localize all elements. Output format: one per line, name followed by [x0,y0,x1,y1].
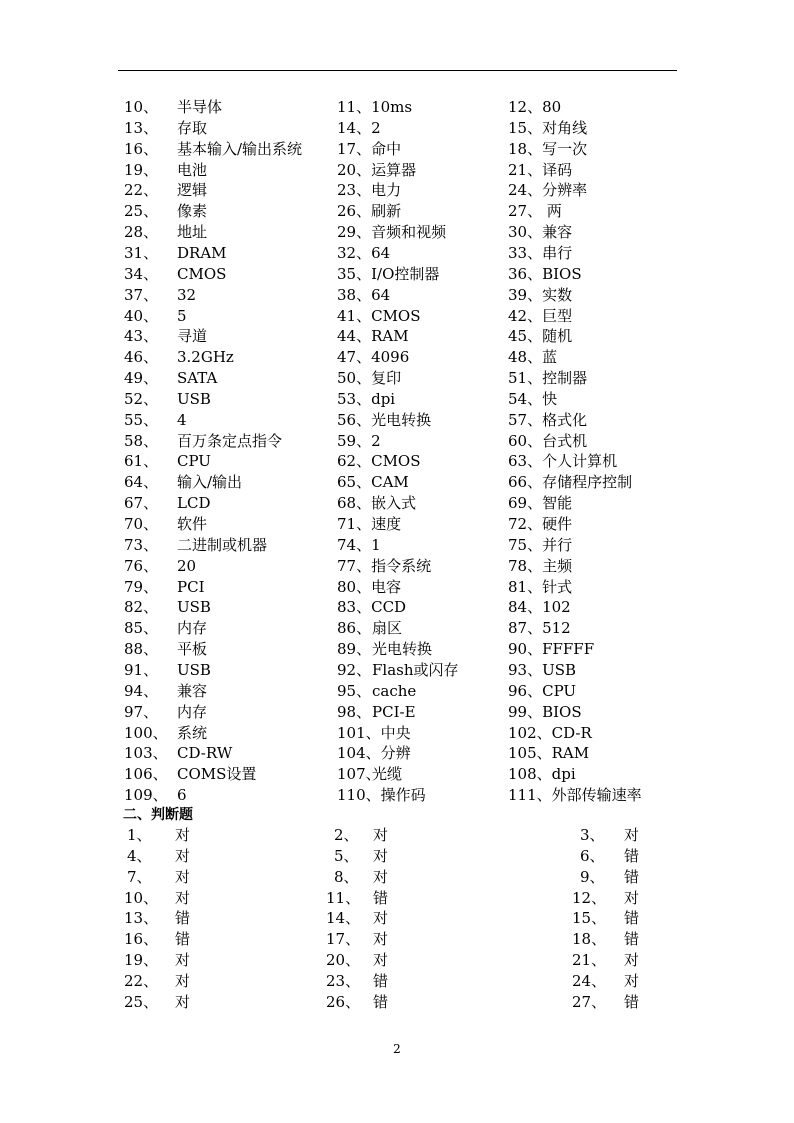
header-rule [118,70,677,71]
answer-cell: CMOS [177,264,227,283]
answer-row [0,681,794,702]
answer-row [0,306,794,327]
judgement-answer: 错 [624,992,640,1011]
answer-cell: PCI-E [372,702,416,721]
question-number: 27、 [572,992,607,1011]
answer-cell: 81、针式 [508,577,573,596]
judgement-answer: 对 [175,888,191,907]
answer-cell: 26、刷新 [337,202,402,221]
answer-cell: 102、CD-R [508,723,592,742]
question-number: 22、 [124,971,159,990]
answer-row [0,160,794,181]
answer-row [0,743,794,764]
answer-row [0,597,794,618]
answer-row [0,201,794,222]
judgement-answer: 错 [373,888,389,907]
answer-cell: 36、BIOS [508,264,582,283]
answer-row [0,514,794,535]
answer-cell: USB [177,598,211,617]
question-number: 6、 [580,846,605,865]
judgement-answer: 对 [175,971,191,990]
answer-cell: 半导体 [177,98,223,116]
answer-cell: 3.2GHz [177,348,234,367]
answer-cell: CPU [177,452,211,471]
answer-cell: 72、硬件 [508,515,573,533]
judgement-row [0,992,794,1013]
judgement-row [0,908,794,929]
answer-cell: 46、 [124,348,159,367]
answer-cell: LCD [177,494,211,513]
answer-cell: 88、 [124,640,159,659]
answer-cell: 111、外部传输速率 [508,786,642,805]
answer-cell: 像素 [177,202,208,221]
answer-cell: 4 [177,410,187,429]
answer-cell: DRAM [177,243,227,262]
answer-cell: 91、 [124,660,159,679]
answer-cell: 76、 [124,556,159,575]
answer-cell: 逻辑 [177,181,208,200]
answer-cell: 21、译码 [508,160,573,179]
answer-cell: 99、BIOS [508,702,582,721]
answer-cell: 系统 [177,723,208,742]
question-number: 23、 [326,971,361,990]
answer-row [0,556,794,577]
answer-cell: 77、指令系统 [337,556,432,575]
answer-cell: 输入/输出 [177,473,243,492]
answer-cell: 65、CAM [337,473,409,492]
answer-cell: 14、2 [337,118,381,137]
judgement-answer: 对 [175,846,191,865]
answer-cell: 41、CMOS [337,306,421,325]
judgement-answer: 对 [175,867,191,886]
answer-row [0,702,794,723]
answer-cell: 56、光电转换 [337,410,432,429]
answer-cell: 79、 [124,577,159,596]
judgement-answer: 对 [624,826,640,844]
answer-cell: 25、 [124,202,159,221]
answer-cell: 47、4096 [337,348,410,367]
question-number: 12、 [572,888,607,907]
judgement-answer: 对 [624,971,640,990]
answer-cell: 62、CMOS [337,452,421,471]
judgement-row [0,888,794,909]
answer-cell: 23、电力 [337,181,402,200]
answer-cell: 50、复印 [337,369,402,388]
answer-cell: 54、快 [508,389,558,408]
answer-cell: 40、 [124,306,159,325]
answer-cell: 71、速度 [337,515,402,533]
answer-cell: 58、 [124,431,159,450]
answer-cell: PCI [177,577,205,596]
judgement-row [0,950,794,971]
answer-cell: 13、 [124,118,159,137]
question-number: 17、 [326,930,361,949]
judgement-answer: 对 [175,992,191,1011]
answer-cell: USB [177,389,211,408]
answer-cell: 存取 [177,118,208,137]
question-number: 19、 [124,951,159,970]
judgement-answer: 错 [624,867,640,886]
judgement-answer: 错 [373,971,389,990]
answer-cell: 11、10ms [337,98,413,116]
question-number: 14、 [326,909,361,928]
answer-cell: 89、 [337,640,372,659]
answer-cell: 30、兼容 [508,223,573,242]
answer-cell: 103、 [124,744,168,763]
answer-cell: 10、 [124,98,159,116]
answer-cell: 寻道 [177,327,208,346]
answer-row [0,264,794,285]
answer-cell: 53、dpi [337,389,396,408]
answer-cell: 38、64 [337,285,391,304]
answer-cell: 57、格式化 [508,410,588,429]
answer-cell: 33、串行 [508,243,573,262]
answer-cell: 70、 [124,515,159,533]
answer-cell: 101、中央 [337,723,411,742]
answer-cell: 光电转换 [372,640,433,659]
answer-row [0,535,794,556]
answer-row [0,97,794,118]
answer-cell: 96、CPU [508,681,577,700]
answer-cell: 27、 两 [508,202,562,221]
answer-cell: 19、 [124,160,159,179]
question-number: 9、 [580,867,605,886]
answer-cell: 59、2 [337,431,381,450]
question-number: 11、 [326,888,361,907]
question-number: 20、 [326,951,361,970]
answer-row [0,493,794,514]
judgement-answer: 错 [624,846,640,865]
answer-cell: 软件 [177,515,208,533]
answer-row [0,660,794,681]
answer-row [0,368,794,389]
question-number: 16、 [124,930,159,949]
answer-cell: 34、 [124,264,159,283]
answer-row [0,139,794,160]
judgement-answer: 错 [373,992,389,1011]
answer-cell: 43、 [124,327,159,346]
answer-cell: 69、智能 [508,494,573,513]
answer-row [0,243,794,264]
answer-cell: 110、操作码 [337,786,426,805]
answer-cell: 85、 [124,619,159,638]
answer-cell: 100、 [124,723,168,742]
answer-cell: 64、 [124,473,159,492]
answer-cell: 22、 [124,181,159,200]
answer-row [0,431,794,452]
answer-cell: 86、 [337,619,372,638]
answer-cell: 73、 [124,535,159,554]
answer-cell: 45、随机 [508,327,573,346]
answer-cell: 48、蓝 [508,348,558,367]
question-number: 3、 [580,826,605,844]
answer-cell: 55、 [124,410,159,429]
answer-row [0,410,794,431]
answer-cell: 87、512 [508,619,571,638]
answer-cell: 20 [177,556,197,575]
answer-cell: 93、USB [508,660,577,679]
answer-row [0,577,794,598]
judgement-answer: 对 [175,951,191,970]
judgement-row [0,846,794,867]
answer-row [0,639,794,660]
answer-cell: 16、 [124,139,159,158]
answer-cell: CD-RW [177,744,233,763]
answer-cell: 5 [177,306,187,325]
answer-cell: 49、 [124,369,159,388]
answer-cell: 二进制或机器 [177,535,268,554]
answer-cell: 光缆 [372,765,403,784]
answer-cell: USB [177,660,211,679]
answer-cell: 68、嵌入式 [337,494,417,513]
answer-row [0,285,794,306]
judgement-answer: 对 [373,930,389,949]
answer-row [0,764,794,785]
judgement-answer: 对 [373,909,389,928]
judgement-answer: 错 [175,930,191,949]
section-title-judgement: 二、判断题 [123,807,193,823]
answer-row [0,347,794,368]
question-number: 25、 [124,992,159,1011]
answer-cell: 106、 [124,765,168,784]
answer-cell: 104、分辨 [337,744,411,763]
answer-cell: 75、并行 [508,535,573,554]
question-number: 15、 [572,909,607,928]
question-number: 24、 [572,971,607,990]
question-number: 8、 [334,867,359,886]
answer-cell: 80、电容 [337,577,402,596]
answer-cell: 基本输入/输出系统 [177,139,303,158]
answer-cell: 17、命中 [337,139,402,158]
answer-cell: 31、 [124,243,159,262]
answer-cell: COMS设置 [177,765,257,784]
answer-cell: 105、RAM [508,744,590,763]
answer-cell: 97、 [124,702,159,721]
judgement-row [0,929,794,950]
answer-row [0,785,794,806]
answer-cell: 61、 [124,452,159,471]
question-number: 2、 [334,826,359,844]
answer-cell: 扇区 [372,619,403,638]
judgement-row [0,867,794,888]
answer-cell: Flash或闪存 [372,660,459,679]
judgement-answer: 对 [373,951,389,970]
judgement-answer: 对 [373,867,389,886]
answer-cell: 6 [177,786,187,805]
question-number: 26、 [326,992,361,1011]
answer-row [0,389,794,410]
answer-cell: 18、写一次 [508,139,588,158]
judgement-answer: 错 [624,909,640,928]
answer-cell: 92、 [337,660,372,679]
judgement-row [0,825,794,846]
judgement-answer: 对 [373,846,389,865]
question-number: 5、 [334,846,359,865]
answer-cell: 15、对角线 [508,118,588,137]
page-number: 2 [393,1042,401,1056]
question-number: 4、 [127,846,152,865]
answer-row [0,326,794,347]
answer-cell: 39、实数 [508,285,573,304]
answer-cell: 28、 [124,223,159,242]
answer-row [0,472,794,493]
answer-cell: 67、 [124,494,159,513]
answer-cell: 32 [177,285,197,304]
answer-cell: 60、台式机 [508,431,588,450]
answer-row [0,451,794,472]
question-number: 10、 [124,888,159,907]
judgement-answer: 错 [175,909,191,928]
answer-cell: 地址 [177,223,208,242]
question-number: 1、 [127,826,152,844]
answer-cell: 51、控制器 [508,369,588,388]
answer-row [0,222,794,243]
judgement-answer: 错 [624,930,640,949]
answer-cell: 78、主频 [508,556,573,575]
judgement-answer: 对 [624,888,640,907]
answer-cell: 66、存储程序控制 [508,473,633,492]
answer-cell: 百万条定点指令 [177,431,283,450]
answer-row [0,118,794,139]
answer-cell: 35、I/O控制器 [337,264,440,283]
answer-cell: SATA [177,369,218,388]
judgement-answer: 对 [175,826,191,844]
answer-cell: 74、1 [337,535,381,554]
answer-cell: 37、 [124,285,159,304]
question-number: 18、 [572,930,607,949]
answer-cell: 内存 [177,619,208,638]
judgement-row [0,971,794,992]
answer-cell: 12、80 [508,98,562,116]
answer-row [0,618,794,639]
question-number: 21、 [572,951,607,970]
answer-cell: 94、 [124,681,159,700]
answer-cell: cache [372,681,417,700]
question-number: 13、 [124,909,159,928]
answer-cell: 52、 [124,389,159,408]
answer-cell: 98、 [337,702,372,721]
answer-cell: 平板 [177,640,208,659]
answer-cell: 90、FFFFF [508,640,595,659]
answer-cell: 24、分辨率 [508,181,588,200]
answer-cell: 63、个人计算机 [508,452,618,471]
answer-cell: 108、dpi [508,765,576,784]
answer-cell: 83、CCD [337,598,407,617]
judgement-answer: 对 [373,826,389,844]
answer-cell: 44、RAM [337,327,409,346]
answer-cell: 42、巨型 [508,306,573,325]
answer-cell: 84、102 [508,598,571,617]
answer-cell: 内存 [177,702,208,721]
answer-cell: 32、64 [337,243,391,262]
answer-cell: 兼容 [177,681,208,700]
answer-cell: 电池 [177,160,208,179]
question-number: 7、 [127,867,152,886]
answer-row [0,723,794,744]
answer-row [0,180,794,201]
answer-cell: 29、音频和视频 [337,223,447,242]
answer-cell: 95、 [337,681,372,700]
answer-cell: 107、 [337,765,381,784]
judgement-answer: 对 [624,951,640,970]
answer-cell: 20、运算器 [337,160,417,179]
answer-cell: 109、 [124,786,168,805]
answer-cell: 82、 [124,598,159,617]
